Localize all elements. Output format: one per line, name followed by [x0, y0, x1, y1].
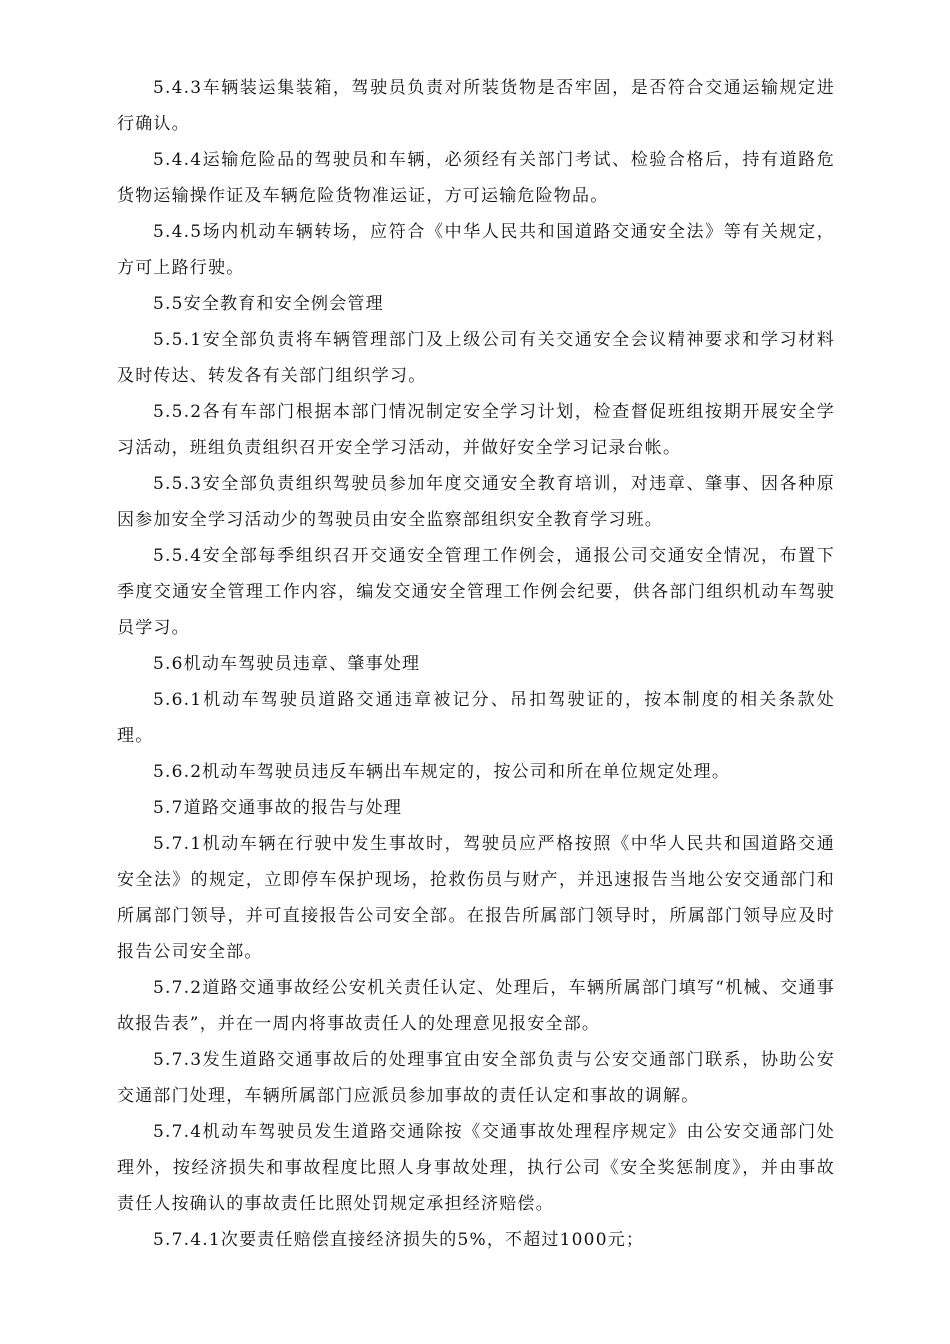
clause-5-7-3: 5.7.3发生道路交通事故后的处理事宜由安全部负责与公安交通部门联系，协助公安交通部门处理，车辆所属部门应派员参加事故的责任认定和事故的调解。 — [117, 1050, 835, 1106]
clause-5-7-4-1: 5.7.4.1次要责任赔偿直接经济损失的5%，不超过1000元； — [153, 1230, 645, 1250]
clause-5-4-4: 5.4.4运输危险品的驾驶员和车辆，必须经有关部门考试、检验合格后，持有道路危货物运输操作证及车辆危险货物准运证，方可运输危险物品。 — [117, 150, 835, 206]
clause-5-4-5: 5.4.5场内机动车辆转场，应符合《中华人民共和国道路交通安全法》等有关规定，方可上路行驶。 — [117, 222, 835, 278]
section-heading-5-6: 5.6机动车驾驶员违章、肇事处理 — [153, 654, 421, 674]
clause-5-5-4: 5.5.4安全部每季组织召开交通安全管理工作例会，通报公司交通安全情况，布置下季度交通安全管理工作内容，编发交通安全管理工作例会纪要，供各部门组织机动车驾驶员学习。 — [117, 546, 835, 638]
clause-5-5-3: 5.5.3安全部负责组织驾驶员参加年度交通安全教育培训，对违章、肇事、因各种原因参加安全学习活动少的驾驶员由安全监察部组织安全教育学习班。 — [117, 474, 835, 530]
clause-5-6-2: 5.6.2机动车驾驶员违反车辆出车规定的，按公司和所在单位规定处理。 — [153, 762, 731, 782]
clause-5-7-4: 5.7.4机动车驾驶员发生道路交通除按《交通事故处理程序规定》由公安交通部门处理外，按经济损失和事故程度比照人身事故处理，执行公司《安全奖惩制度》，并由事故责任人按确认的事故责任比照处罚规定承担经济赔偿。 — [117, 1122, 835, 1214]
clause-5-7-2: 5.7.2道路交通事故经公安机关责任认定、处理后，车辆所属部门填写“机械、交通事故报告表”，并在一周内将事故责任人的处理意见报安全部。 — [117, 978, 835, 1034]
document-body — [117, 70, 835, 1258]
clause-5-7-1: 5.7.1机动车辆在行驶中发生事故时，驾驶员应严格按照《中华人民共和国道路交通安全法》的规定，立即停车保护现场，抢救伤员与财产，并迅速报告当地公安交通部门和所属部门领导，并可直接报告公司安全部。在报告所属部门领导时，所属部门领导应及时报告公司安全部。 — [117, 834, 835, 962]
clause-5-4-3: 5.4.3车辆装运集装箱，驾驶员负责对所装货物是否牢固，是否符合交通运输规定进行确认。 — [117, 78, 835, 134]
clause-5-6-1: 5.6.1机动车驾驶员道路交通违章被记分、吊扣驾驶证的，按本制度的相关条款处理。 — [117, 690, 835, 746]
section-heading-5-7: 5.7道路交通事故的报告与处理 — [153, 798, 403, 818]
clause-5-5-2: 5.5.2各有车部门根据本部门情况制定安全学习计划，检查督促班组按期开展安全学习活动，班组负责组织召开安全学习活动，并做好安全学习记录台帐。 — [117, 402, 835, 458]
clause-5-5-1: 5.5.1安全部负责将车辆管理部门及上级公司有关交通安全会议精神要求和学习材料及时传达、转发各有关部门组织学习。 — [117, 330, 835, 386]
section-heading-5-5: 5.5安全教育和安全例会管理 — [153, 294, 384, 314]
